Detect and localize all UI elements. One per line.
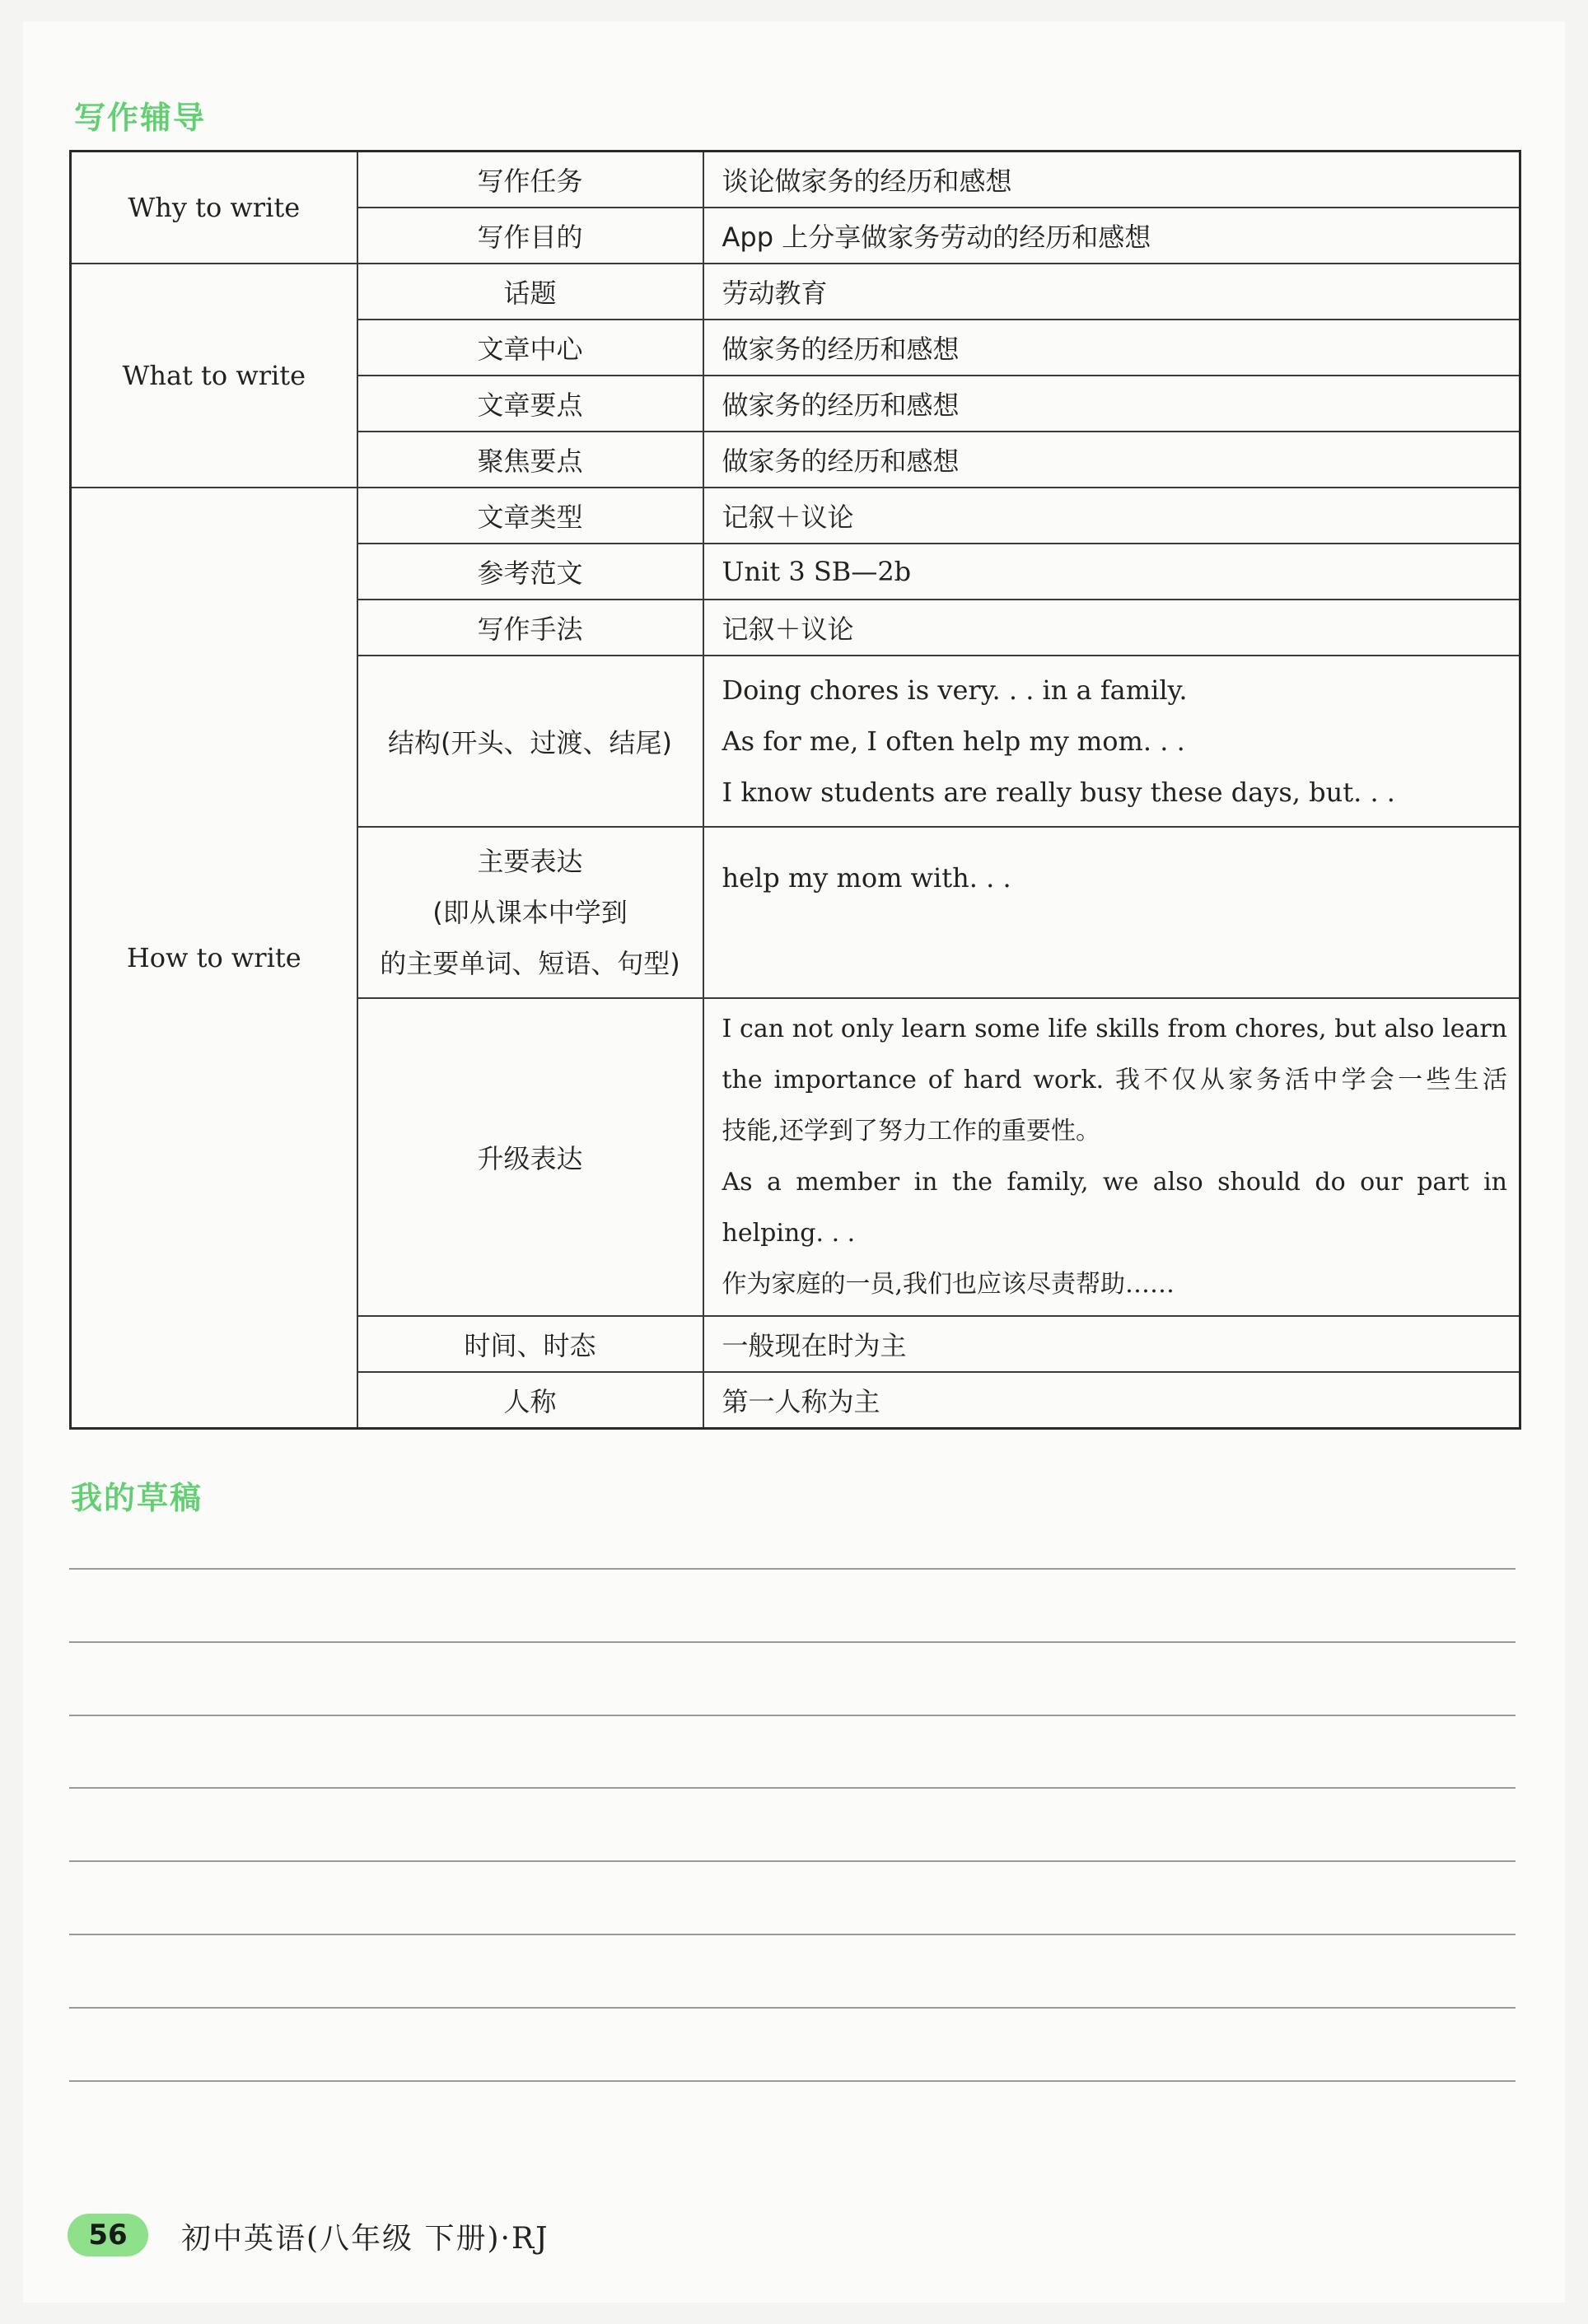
draft-writing-line[interactable] [69,1641,1516,1643]
item-value: help my mom with. . . [703,827,1520,998]
text-line: As a member in the family, we also should do our part in [722,1168,1507,1197]
table-row [71,488,1520,544]
table-row [71,264,1520,320]
item-label: 文章中心 [357,320,703,376]
text-line: 技能,还学到了努力工作的重要性。 [722,1117,1101,1146]
text-line: I can not only learn some life skills from chores, but also learn [722,1015,1507,1043]
writing-guide-table [69,150,1521,1430]
structure-lines [703,656,1520,827]
category-why: Why to write [71,152,357,264]
item-value: App 上分享做家务劳动的经历和感想 [703,208,1520,264]
draft-heading: 我的草稿 [71,1480,203,1516]
item-label: 文章类型 [357,488,703,544]
item-label: 人称 [357,1372,703,1429]
item-value: 劳动教育 [703,264,1520,320]
page-number-badge: 56 [68,2214,148,2256]
draft-writing-line[interactable] [69,1568,1516,1570]
item-value: Unit 3 SB—2b [703,544,1520,600]
text-line: (即从课本中学到 [432,897,628,928]
text-line: Doing chores is very. . . in a family. [722,674,1188,706]
item-label: 话题 [357,264,703,320]
category-what: What to write [71,264,357,488]
table-row [71,152,1520,208]
category-how: How to write [71,488,357,1429]
item-value: 一般现在时为主 [703,1316,1520,1372]
draft-writing-line[interactable] [69,2007,1516,2009]
item-label: 文章要点 [357,376,703,432]
item-value: 谈论做家务的经历和感想 [703,152,1520,208]
item-label: 升级表达 [357,998,703,1316]
item-value: 做家务的经历和感想 [703,320,1520,376]
text-line: As for me, I often help my mom. . . [722,726,1185,757]
text-line: the importance of hard work. 我不仅从家务活中学会一些生活 [722,1066,1507,1094]
item-value: 记叙＋议论 [703,600,1520,656]
draft-writing-line[interactable] [69,1787,1516,1789]
text-line: 主要表达 [477,846,583,877]
draft-writing-line[interactable] [69,1860,1516,1862]
item-label: 写作手法 [357,600,703,656]
text-line: 的主要单词、短语、句型) [380,948,680,979]
writing-guide-heading: 写作辅导 [74,100,207,136]
item-value: 第一人称为主 [703,1372,1520,1429]
item-label: 聚焦要点 [357,432,703,488]
text-line: helping. . . [722,1219,856,1248]
text-line: 作为家庭的一员,我们也应该尽责帮助…… [722,1270,1175,1299]
draft-writing-line[interactable] [69,1934,1516,1935]
item-label: 结构(开头、过渡、结尾) [357,656,703,827]
draft-writing-line[interactable] [69,2080,1516,2082]
item-value: 做家务的经历和感想 [703,376,1520,432]
item-label: 参考范文 [357,544,703,600]
item-label: 写作任务 [357,152,703,208]
item-label: 时间、时态 [357,1316,703,1372]
item-value: 做家务的经历和感想 [703,432,1520,488]
item-value: 记叙＋议论 [703,488,1520,544]
upgrade-lines [703,998,1520,1316]
draft-writing-line[interactable] [69,1715,1516,1716]
book-title: 初中英语(八年级 下册)·RJ [181,2222,549,2256]
item-label: 写作目的 [357,208,703,264]
main-expression-label [357,827,703,998]
text-line: I know students are really busy these days, but. . . [722,777,1395,808]
